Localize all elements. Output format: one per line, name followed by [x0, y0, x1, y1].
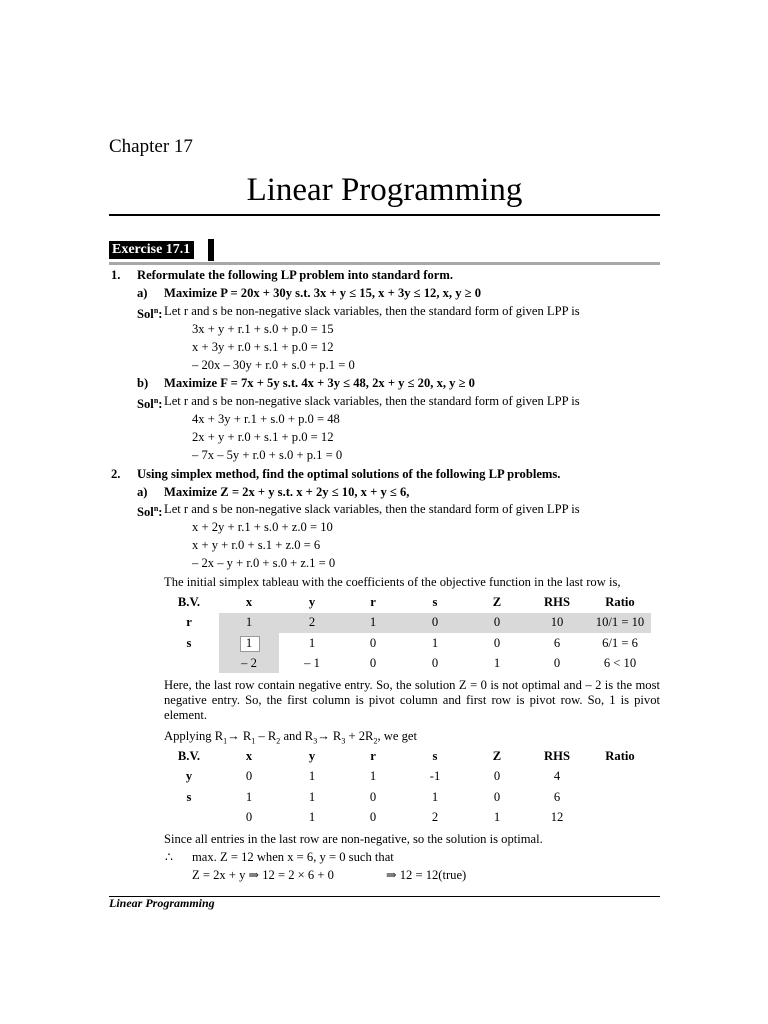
q1a-label: a) [137, 286, 148, 300]
sol-label: Sol$^n$: [137, 504, 163, 520]
table-cell: 10/1 = 10 [595, 615, 645, 629]
table-cell: 10 [550, 615, 564, 629]
page-title: Linear Programming [246, 172, 523, 208]
table-cell: 0 [431, 615, 439, 629]
table-header-cell: Z [492, 749, 502, 763]
table-header-cell: RHS [544, 749, 570, 763]
table-cell: 0 [553, 656, 561, 670]
table-cell: 1 [369, 615, 377, 629]
table-cell: 1 [493, 810, 501, 824]
table-cell: 0 [431, 656, 439, 670]
table-cell: 6 < 10 [603, 656, 637, 670]
therefore-symbol: ∴ [165, 850, 174, 864]
q1b-text: Maximize F = 7x + 5y s.t. 4x + 3y ≤ 48, 2x + y ≤ 20, x, y ≥ 0 [164, 376, 475, 390]
tableau-intro: The initial simplex tableau with the coefficients of the objective function in the last row is, [164, 575, 621, 589]
table-cell: 0 [369, 656, 377, 670]
table-header-cell: RHS [544, 595, 570, 609]
table-cell: 0 [493, 615, 501, 629]
table-cell: 0 [245, 769, 253, 783]
table-header-cell: s [432, 595, 438, 609]
q1a-text: Maximize P = 20x + 30y s.t. 3x + y ≤ 15, x + 3y ≤ 12, x, y ≥ 0 [164, 286, 482, 300]
row-operation: Applying $R_1\to R_1 - R_2$ and $R_3\to R_3 + 2R_2$, we get [164, 729, 417, 746]
table-header-cell: y [308, 595, 316, 609]
q1-text: Reformulate the following LP problem into standard form. [137, 268, 453, 282]
exercise-heading-tab [208, 239, 214, 261]
table-header-cell: x [245, 749, 253, 763]
table-cell: 1 [431, 636, 439, 650]
table-cell: 0 [369, 810, 377, 824]
table-cell: 0 [245, 810, 253, 824]
optimal-statement: Since all entries in the last row are non-negative, so the solution is optimal. [164, 832, 543, 846]
table-header-cell: B.V. [177, 595, 201, 609]
table-header-cell: Z [492, 595, 502, 609]
table-cell: 6/1 = 6 [602, 636, 638, 650]
sol-label: Sol$^n$: [137, 396, 163, 412]
table-cell: 1 [308, 769, 316, 783]
equation: – 2x – y + r.0 + s.0 + z.1 = 0 [192, 556, 336, 570]
table-cell: 0 [493, 636, 501, 650]
equation: 2x + y + r.0 + s.1 + p.0 = 12 [192, 430, 334, 444]
table-cell: 1 [245, 636, 253, 650]
table-cell: r [186, 615, 192, 629]
table-cell: 0 [493, 790, 501, 804]
q2-text: Using simplex method, find the optimal solutions of the following LP problems. [137, 467, 561, 481]
table-cell: 6 [553, 636, 561, 650]
q1b-label: b) [137, 376, 149, 390]
table-cell: 1 [245, 790, 253, 804]
equation: – 20x – 30y + r.0 + s.0 + p.1 = 0 [192, 358, 355, 372]
q2a-label: a) [137, 485, 148, 499]
max-result: max. Z = 12 when x = 6, y = 0 such that [192, 850, 394, 864]
sol-text: Let r and s be non-negative slack variables, then the standard form of given LPP is [164, 502, 580, 516]
table-cell: s [186, 790, 192, 804]
table-cell: 4 [553, 769, 561, 783]
table-cell: 2 [308, 615, 316, 629]
table-cell: 1 [431, 790, 439, 804]
table-cell: 6 [553, 790, 561, 804]
table-cell: y [185, 769, 193, 783]
title-rule [109, 214, 660, 216]
verification-left: Z = 2x + y ⇒ 12 = 2 × 6 + 0 [192, 868, 334, 882]
table-cell: 2 [431, 810, 439, 824]
table-cell: – 1 [304, 656, 320, 670]
table-header-cell: r [370, 749, 376, 763]
chapter-label: Chapter 17 [109, 136, 193, 157]
equation: 4x + 3y + r.1 + s.0 + p.0 = 48 [192, 412, 340, 426]
sol-label: Sol$^n$: [137, 306, 163, 322]
table-header-cell: Ratio [605, 595, 635, 609]
q2a-text: Maximize Z = 2x + y s.t. x + 2y ≤ 10, x + y ≤ 6, [164, 485, 410, 499]
table-cell: 1 [493, 656, 501, 670]
table-header-cell: Ratio [605, 749, 635, 763]
table-cell: 1 [308, 636, 316, 650]
table-cell: 0 [369, 636, 377, 650]
table-header-cell: x [245, 595, 253, 609]
table-header-cell: B.V. [177, 749, 201, 763]
footer-title: Linear Programming [109, 896, 215, 910]
table-cell: 1 [308, 810, 316, 824]
q1-number: 1. [111, 268, 121, 282]
table-cell: 1 [308, 790, 316, 804]
sol-text: Let r and s be non-negative slack variables, then the standard form of given LPP is [164, 394, 580, 408]
table-cell: 0 [493, 769, 501, 783]
verification-right: ⇒ 12 = 12(true) [386, 868, 467, 882]
table-header-cell: s [432, 749, 438, 763]
table-cell: 1 [245, 615, 253, 629]
exercise-heading: Exercise 17.1 [109, 241, 194, 259]
table-cell: 12 [550, 810, 564, 824]
table-cell: – 2 [241, 656, 257, 670]
table-cell: 1 [369, 769, 377, 783]
table-cell: 0 [369, 790, 377, 804]
q2-number: 2. [111, 467, 121, 481]
equation: x + 3y + r.0 + s.1 + p.0 = 12 [192, 340, 334, 354]
table-cell: s [186, 636, 192, 650]
table-header-cell: y [308, 749, 316, 763]
table-cell: -1 [429, 769, 441, 783]
table-header-cell: r [370, 595, 376, 609]
equation: x + 2y + r.1 + s.0 + z.0 = 10 [192, 520, 333, 534]
exercise-rule [109, 262, 660, 265]
equation: x + y + r.0 + s.1 + z.0 = 6 [192, 538, 321, 552]
sol-text: Let r and s be non-negative slack variables, then the standard form of given LPP is [164, 304, 580, 318]
equation: – 7x – 5y + r.0 + s.0 + p.1 = 0 [192, 448, 343, 462]
pivot-explanation: Here, the last row contain negative entry. So, the solution Z = 0 is not optimal and – 2 is the most negative entry. So, the first column is pivot column and first row is pivot row. So, 1 is pivot element. [164, 678, 660, 722]
equation: 3x + y + r.1 + s.0 + p.0 = 15 [192, 322, 334, 336]
